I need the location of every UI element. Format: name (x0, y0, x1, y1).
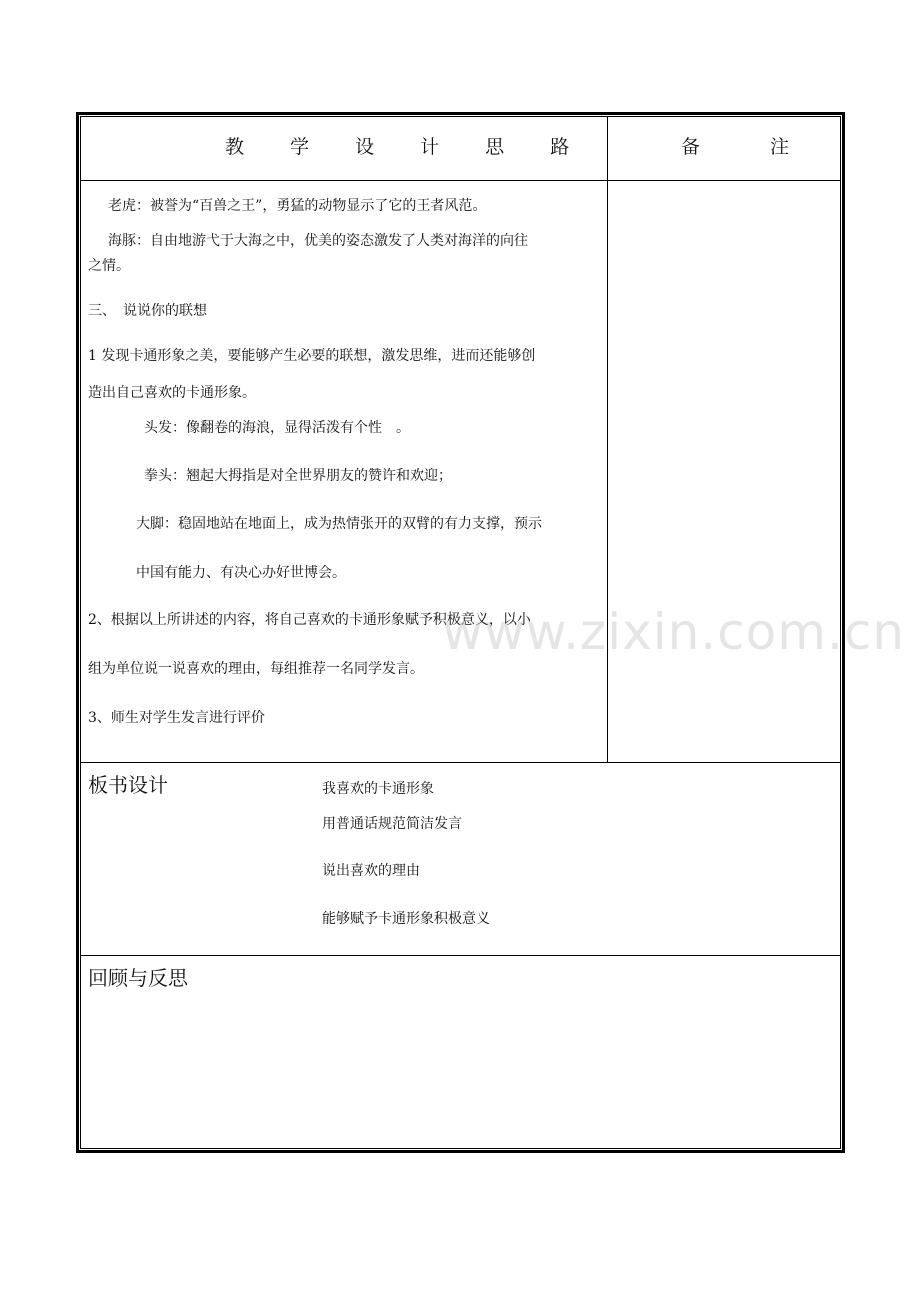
body-line: 1 发现卡通形象之美，要能够产生必要的联想，激发思维，进而还能够创 (88, 348, 536, 364)
watermark: www.zixin.com.cn (442, 603, 906, 661)
body-line: 组为单位说一说喜欢的理由，每组推荐一名同学发言。 (88, 661, 424, 677)
body-line: 大脚：稳固地站在地面上，成为热情张开的双臂的有力支撑，预示 (136, 516, 542, 532)
board-label: 板书设计 (88, 773, 168, 797)
design-title: 教 学 设 计 思 路 (225, 136, 590, 158)
reflection-divider (80, 955, 841, 956)
body-line: 2、根据以上所讲述的内容，将自己喜欢的卡通形象赋予积极意义，以小 (88, 612, 531, 628)
body-line: 中国有能力、有决心办好世博会。 (136, 565, 346, 581)
notes-title: 备 注 (681, 136, 822, 158)
body-line: 3、师生对学生发言进行评价 (88, 710, 265, 726)
body-line: 头发：像翻卷的海浪，显得活泼有个性 。 (144, 420, 410, 436)
board-item: 能够赋予卡通形象积极意义 (322, 911, 490, 927)
board-divider (80, 762, 841, 763)
reflection-label: 回顾与反思 (88, 966, 188, 990)
column-divider (607, 116, 608, 762)
header-divider (80, 180, 841, 181)
body-line: 拳头：翘起大拇指是对全世界朋友的赞许和欢迎； (144, 468, 452, 484)
body-line: 海豚：自由地游弋于大海之中，优美的姿态激发了人类对海洋的向往 (108, 233, 528, 249)
section-heading: 三、 说说你的联想 (88, 303, 207, 319)
board-item: 我喜欢的卡通形象 (322, 781, 434, 797)
body-line: 老虎：被誉为“百兽之王”，勇猛的动物显示了它的王者风范。 (108, 198, 487, 214)
body-line: 造出自己喜欢的卡通形象。 (88, 385, 256, 401)
body-line: 之情。 (88, 258, 130, 274)
board-item: 说出喜欢的理由 (322, 863, 420, 879)
board-item: 用普通话规范简洁发言 (322, 816, 462, 832)
